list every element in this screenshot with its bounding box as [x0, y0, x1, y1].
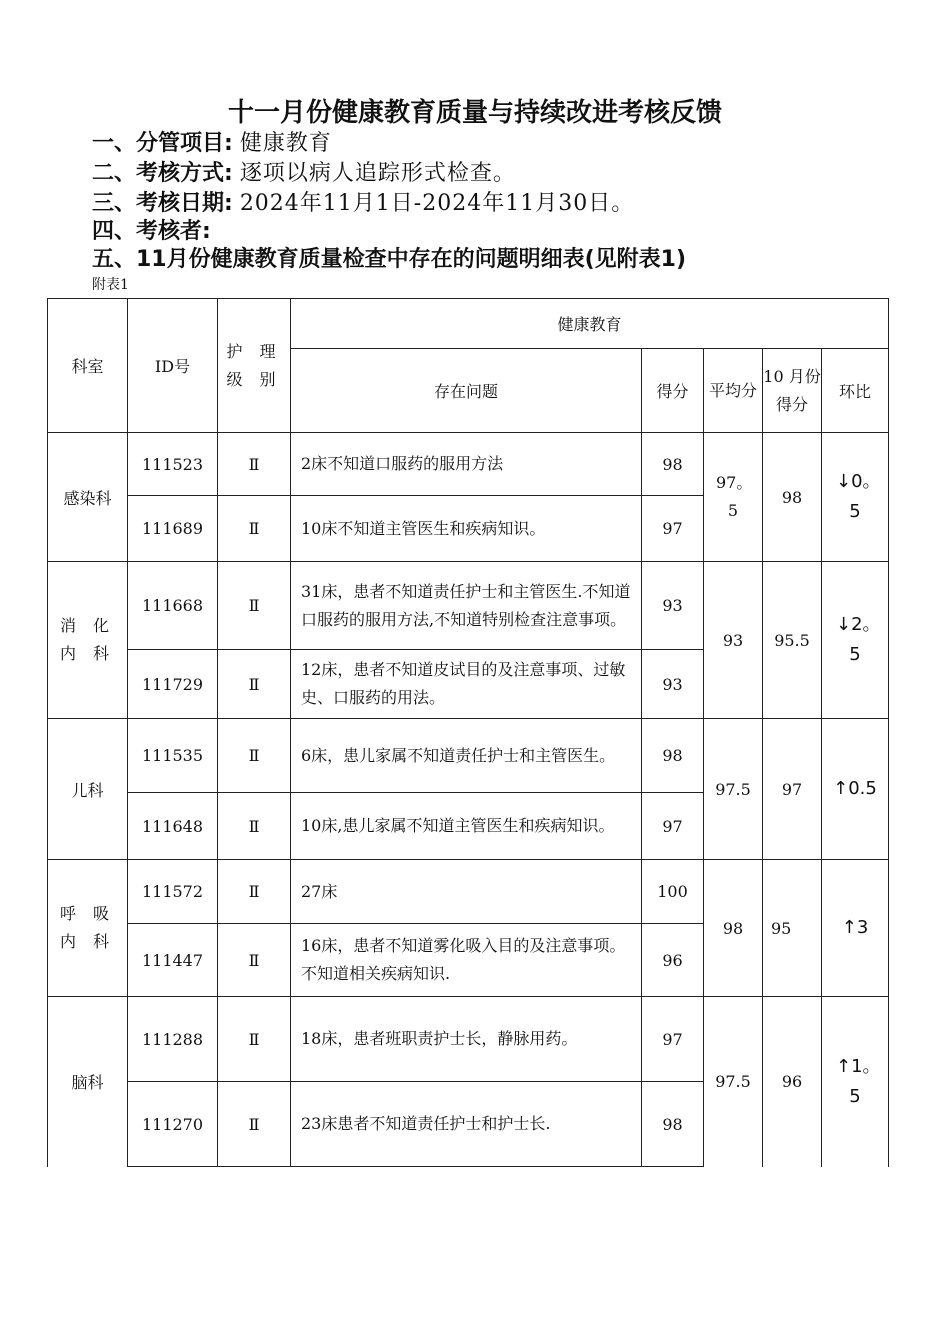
problem-table: [47, 298, 889, 1167]
dept-cell: 感染科: [48, 433, 128, 562]
info-item-3-value: 2024年11月1日-2024年11月30日。: [239, 191, 635, 216]
header-id: ID号: [128, 299, 218, 433]
dept-cell: 儿科: [48, 719, 128, 860]
info-item-3: [92, 186, 634, 217]
score-cell: 97: [642, 997, 704, 1082]
problem-cell: 10床,患儿家属不知道主管医生和疾病知识。: [291, 793, 642, 860]
id-cell: 111535: [128, 719, 218, 793]
avg-cell: 97.5: [704, 719, 763, 860]
level-cell: Ⅱ: [218, 1082, 291, 1167]
info-item-4: [92, 214, 211, 245]
id-cell: 111689: [128, 496, 218, 562]
info-item-3-label: 三、考核日期:: [92, 191, 233, 216]
oct-score-cell: 95.5: [763, 562, 822, 719]
header-level: 护 理 级 别: [218, 299, 291, 433]
problem-cell: 23床患者不知道责任护士和护士长.: [291, 1082, 642, 1167]
dept-cell: 脑科: [48, 997, 128, 1167]
score-cell: 93: [642, 562, 704, 650]
score-cell: 100: [642, 860, 704, 924]
level-cell: Ⅱ: [218, 793, 291, 860]
header-dept: 科室: [48, 299, 128, 433]
ratio-cell: ↑0.5: [822, 719, 889, 860]
table-note: 附表1: [92, 277, 129, 293]
id-cell: 111668: [128, 562, 218, 650]
id-cell: 111447: [128, 924, 218, 997]
oct-score-cell: 98: [763, 433, 822, 562]
info-item-2: [92, 156, 516, 187]
header-ratio: 环比: [822, 349, 889, 433]
problem-cell: 31床，患者不知道责任护士和主管医生.不知道口服药的服用方法,不知道特别检查注意事项。: [291, 562, 642, 650]
score-cell: 93: [642, 650, 704, 719]
avg-cell: 97。5: [704, 433, 763, 562]
problem-cell: 16床，患者不知道雾化吸入目的及注意事项。不知道相关疾病知识.: [291, 924, 642, 997]
problem-cell: 18床，患者班职责护士长，静脉用药。: [291, 997, 642, 1082]
info-item-1-label: 一、分管项目:: [92, 131, 233, 156]
problem-cell: 12床，患者不知道皮试目的及注意事项、过敏史、口服药的用法。: [291, 650, 642, 719]
table-row: [48, 719, 889, 793]
ratio-cell: ↓0。5: [822, 433, 889, 562]
info-item-1-value: 健康教育: [239, 131, 332, 156]
id-cell: 111288: [128, 997, 218, 1082]
info-item-1: [92, 126, 332, 157]
ratio-cell: ↑3: [822, 860, 889, 997]
level-cell: Ⅱ: [218, 719, 291, 793]
problem-cell: 2床不知道口服药的服用方法: [291, 433, 642, 496]
info-item-2-value: 逐项以病人追踪形式检查。: [239, 161, 516, 186]
header-oct: 10 月份得分: [763, 349, 822, 433]
avg-cell: 93: [704, 562, 763, 719]
info-item-5: 五、11月份健康教育质量检查中存在的问题明细表(见附表1): [92, 247, 687, 272]
problem-cell: 27床: [291, 860, 642, 924]
page-title: 十一月份健康教育质量与持续改进考核反馈: [227, 98, 722, 128]
id-cell: 111572: [128, 860, 218, 924]
table-row: [48, 860, 889, 924]
ratio-cell: ↑1。5: [822, 997, 889, 1167]
id-cell: 111729: [128, 650, 218, 719]
problem-cell: 10床不知道主管医生和疾病知识。: [291, 496, 642, 562]
level-cell: Ⅱ: [218, 860, 291, 924]
problem-cell: 6床，患儿家属不知道责任护士和主管医生。: [291, 719, 642, 793]
table-row: [48, 562, 889, 650]
score-cell: 97: [642, 793, 704, 860]
level-cell: Ⅱ: [218, 433, 291, 496]
score-cell: 96: [642, 924, 704, 997]
header-score: 得分: [642, 349, 704, 433]
oct-score-cell: 97: [763, 719, 822, 860]
id-cell: 111648: [128, 793, 218, 860]
score-cell: 98: [642, 433, 704, 496]
oct-score-cell: 96: [763, 997, 822, 1167]
id-cell: 111523: [128, 433, 218, 496]
info-item-2-label: 二、考核方式:: [92, 161, 233, 186]
oct-score-cell: 95: [763, 860, 822, 997]
level-cell: Ⅱ: [218, 650, 291, 719]
avg-cell: 98: [704, 860, 763, 997]
score-cell: 98: [642, 719, 704, 793]
avg-cell: 97.5: [704, 997, 763, 1167]
dept-cell: 呼 吸 内 科: [48, 860, 128, 997]
header-avg: 平均分: [704, 349, 763, 433]
level-cell: Ⅱ: [218, 562, 291, 650]
table-row: [48, 997, 889, 1082]
ratio-cell: ↓2。5: [822, 562, 889, 719]
header-problem: 存在问题: [291, 349, 642, 433]
dept-cell: 消 化 内 科: [48, 562, 128, 719]
level-cell: Ⅱ: [218, 997, 291, 1082]
table-row: [48, 433, 889, 496]
header-group: 健康教育: [291, 299, 889, 349]
score-cell: 98: [642, 1082, 704, 1167]
id-cell: 111270: [128, 1082, 218, 1167]
level-cell: Ⅱ: [218, 496, 291, 562]
level-cell: Ⅱ: [218, 924, 291, 997]
info-item-4-label: 四、考核者:: [92, 219, 211, 244]
score-cell: 97: [642, 496, 704, 562]
